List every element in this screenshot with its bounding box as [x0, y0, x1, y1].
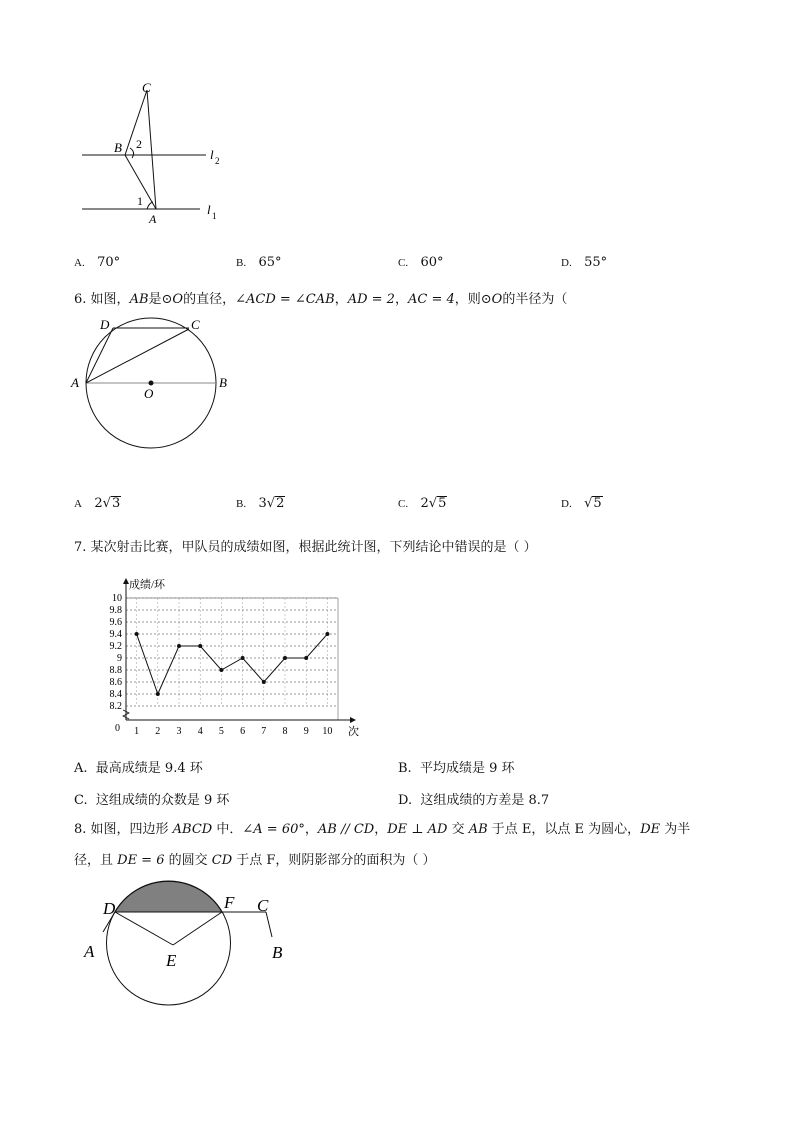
y-axis-title: 成绩/环 [129, 579, 166, 591]
q5-option-d: D. 55° [561, 255, 608, 270]
series-line [137, 634, 328, 694]
y-tick-label: 8.8 [109, 665, 122, 676]
q6-option-b: B. 3√2 [236, 496, 285, 511]
y-tick-label: 8.6 [109, 677, 122, 688]
q5-option-b: B. 65° [236, 255, 282, 270]
q7-option-b: B. 平均成绩是 9 环 [398, 761, 515, 776]
label-a: A [71, 375, 79, 390]
y-tick-label: 9.2 [109, 641, 122, 652]
label-b: B [114, 140, 122, 155]
data-point [283, 656, 287, 660]
q6-option-d: D. √5 [561, 496, 602, 511]
label-e: E [166, 951, 177, 970]
x-axis-arrow [350, 717, 356, 723]
label-d: D [103, 899, 116, 918]
shaded-segment [115, 881, 222, 912]
y-tick-label: 8.4 [109, 689, 122, 700]
x-tick-label: 3 [176, 726, 182, 737]
x-tick-label: 2 [155, 726, 161, 737]
x-tick-label: 6 [240, 726, 246, 737]
q7-option-a: A. 最高成绩是 9.4 环 [74, 761, 203, 776]
y-tick-label: 10 [112, 593, 122, 604]
label-b: B [219, 375, 227, 390]
label-c: C [142, 80, 151, 95]
data-point [325, 632, 329, 636]
segment-fe [173, 912, 222, 945]
x-tick-label: 7 [261, 726, 267, 737]
label-l2: l [210, 147, 214, 162]
label-a: A [84, 942, 95, 961]
label-d: D [100, 317, 110, 332]
q7-option-c: C. 这组成绩的众数是 9 环 [74, 793, 230, 808]
segment-cb [266, 912, 272, 937]
segment-ca [147, 90, 156, 209]
q6-option-c: C. 2√5 [398, 496, 447, 511]
data-point [219, 668, 223, 672]
label-l2-sub: 2 [215, 156, 220, 166]
q5-option-c: C. 60° [398, 255, 444, 270]
x-tick-label: 8 [282, 726, 288, 737]
label-angle-2: 2 [136, 137, 142, 151]
x-tick-label: 5 [218, 726, 224, 737]
y-tick-label: 9.6 [109, 617, 122, 628]
x-tick-label: 4 [197, 726, 203, 737]
x-tick-label: 10 [322, 726, 333, 737]
q6-option-a: A 2√3 [74, 496, 121, 511]
data-point [156, 692, 160, 696]
label-a: A [149, 212, 157, 226]
chord-ad [86, 328, 113, 383]
q8-stem-line2: 径，且 DE = 6 的圆交 CD 于点 F，则阴影部分的面积为（ ） [74, 853, 436, 868]
q6-stem: 6. 如图，AB是⊙O的直径，∠ACD = ∠CAB，AD = 2，AC = 4，则⊙O的半径为（ [74, 292, 568, 307]
q7-stem: 7. 某次射击比赛，甲队员的成绩如图，根据此统计图，下列结论中错误的是（ ） [74, 540, 537, 555]
y-axis-break [123, 710, 129, 719]
data-point [177, 644, 181, 648]
y-tick-label: 8.2 [109, 701, 122, 712]
q5-figure [70, 78, 240, 230]
center-dot [149, 381, 154, 386]
q8-stem-line1: 8. 如图，四边形 ABCD 中．∠A = 60°，AB // CD，DE ⊥ AD 交 AB 于点 E，以点 E 为圆心，DE 为半 [74, 822, 691, 837]
label-o: O [144, 386, 154, 401]
label-f: F [224, 893, 235, 912]
label-angle-1: 1 [137, 194, 143, 208]
q6-figure [68, 312, 238, 462]
y-tick-label: 9.8 [109, 605, 122, 616]
angle-2-arc [130, 148, 134, 158]
origin-label: 0 [115, 723, 120, 734]
q7-option-d: D. 这组成绩的方差是 8.7 [398, 793, 550, 808]
data-point [198, 644, 202, 648]
x-tick-label: 1 [134, 726, 140, 737]
label-c: C [257, 896, 269, 915]
data-point [262, 680, 266, 684]
x-axis-title: 次 [348, 726, 359, 738]
segment-de [115, 912, 173, 945]
data-point [241, 656, 245, 660]
label-l1-sub: 1 [212, 211, 217, 221]
q8-figure [80, 880, 295, 1015]
q5-option-a: A. 70° [74, 255, 121, 270]
y-tick-label: 9.4 [109, 629, 122, 640]
q7-line-chart [96, 572, 366, 744]
x-tick-label: 9 [303, 726, 309, 737]
label-c: C [191, 317, 200, 332]
label-l1: l [207, 202, 211, 217]
data-point [135, 632, 139, 636]
label-b: B [272, 943, 283, 962]
y-tick-label: 9 [117, 653, 122, 664]
chord-ac [86, 329, 189, 383]
data-point [304, 656, 308, 660]
